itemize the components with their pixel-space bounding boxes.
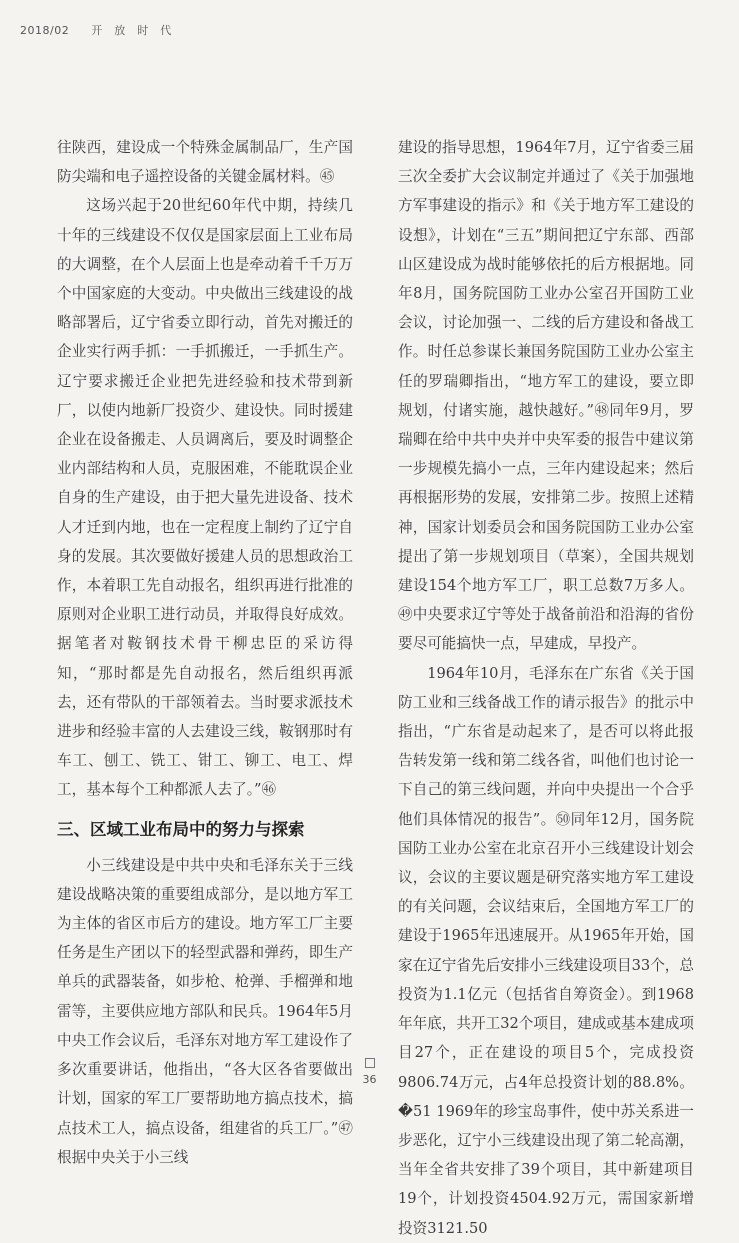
paragraph: 这场兴起于20世纪60年代中期，持续几十年的三线建设不仅仅是国家层面上工业布局的大调整，在个人层面上也是牵动着千千万万个中国家庭的大变动。中央做出三线建设的战略部署后，辽宁省委立即行动，首先对搬迁的企业实行两手抓：一手抓搬迁，一手抓生产。辽宁要求搬迁企业把先进经验和技术带到新厂，以使内地新厂投资少、建设快。同时援建企业在设备搬走、人员调离后，要及时调整企业内部结构和人员，克服困难，不能耽误企业自身的生产建设，由于把大量先进设备、技术人才迁到内地，也在一定程度上制约了辽宁自身的发展。其次要做好援建人员的思想政治工作，本着职工先自动报名，组织再进行批准的原则对企业职工进行动员，并取得良好成效。据笔者对鞍钢技术骨干柳忠臣的采访得知，“那时都是先自动报名，然后组织再派去，还有带队的干部领着去。当时要求派技术进步和经验丰富的人去建设三线，鞍钢那时有车工、刨工、铣工、钳工、铆工、电工、焊工，基本每个工种都派人去了。”㊻ [57,197,353,799]
paragraph: 往陕西，建设成一个特殊金属制品厂，生产国防尖端和电子遥控设备的关键金属材料。㊺ [57,139,353,186]
section-heading: 三、区域工业布局中的努力与探索 [57,819,305,839]
page-marker-icon [365,1058,375,1068]
paragraph: 小三线建设是中共中央和毛泽东关于三线建设战略决策的重要组成部分，是以地方军工为主体的省区市后方的建设。地方军工厂主要任务是生产团以下的轻型武器和弹药，即生产单兵的武器装备，如步枪、枪弹、手榴弹和地雷等，主要供应地方部队和民兵。1964年5月中央工作会议后，毛泽东对地方军工建设作了多次重要讲话，他指出，“各大区各省要做出计划，国家的军工厂要帮助地方搞点技术，搞点技术工人，搞点设备，组建省的兵工厂。”㊼根据中央关于小三线 [57,856,353,1166]
page-footer [0,1058,739,1086]
running-header [20,22,183,38]
page-number: 36 [362,1073,377,1086]
left-column [57,133,353,1172]
paragraph: 建设的指导思想，1964年7月，辽宁省委三届三次全委扩大会议制定并通过了《关于加强地方军事建设的指示》和《关于地方军工建设的设想》，计划在“三五”期间把辽宁东部、西部山区建设成为战时能够依托的后方根据地。同年8月，国务院国防工业办公室召开国防工业会议，讨论加强一、二线的后方建设和备战工作。时任总参谋长兼国务院国防工业办公室主任的罗瑞卿指出，“地方军工的建设，要立即规划，付诸实施，越快越好。”㊽同年9月，罗瑞卿在给中共中央并中央军委的报告中建议第一步规模先搞小一点，三年内建设起来；然后再根据形势的发展，安排第二步。按照上述精神，国家计划委员会和国务院国防工业办公室提出了第一步规划项目（草案），全国共规划建设154个地方军工厂，职工总数7万多人。㊾中央要求辽宁等处于战备前沿和沿海的省份要尽可能搞快一点，早建成，早投产。 [398,139,694,653]
magazine-title: 开放时代 [91,24,184,37]
issue-date: 2018/02 [20,24,70,37]
paragraph: 1964年10月，毛泽东在广东省《关于国防工业和三线备战工作的请示报告》的批示中指出，“广东省是动起来了，是否可以将此报告转发第一线和第二线各省，叫他们也讨论一下自己的第三线问题，并向中央提出一个合乎他们具体情况的报告”。㊿同年12月，国务院国防工业办公室在北京召开小三线建设计划会议，会议的主要议题是研究落实地方军工建设的有关问题，会议结束后，全国地方军工厂的建设于1965年迅速展开。从1965年开始，国家在辽宁省先后安排小三线建设项目33个，总投资为1.1亿元（包括省自筹资金）。到1968年年底，共开工32个项目，建成或基本建成项目27个，正在建设的项目5个，完成投资9806.74万元，占4年总投资计划的88.8%。�51 1969年的珍宝岛事件，使中苏关系进一步恶化，辽宁小三线建设出现了第二轮高潮，当年全省共安排了39个项目，其中新建项目19个，计划投资4504.92万元，需国家新增投资3121.50 [398,664,694,1237]
